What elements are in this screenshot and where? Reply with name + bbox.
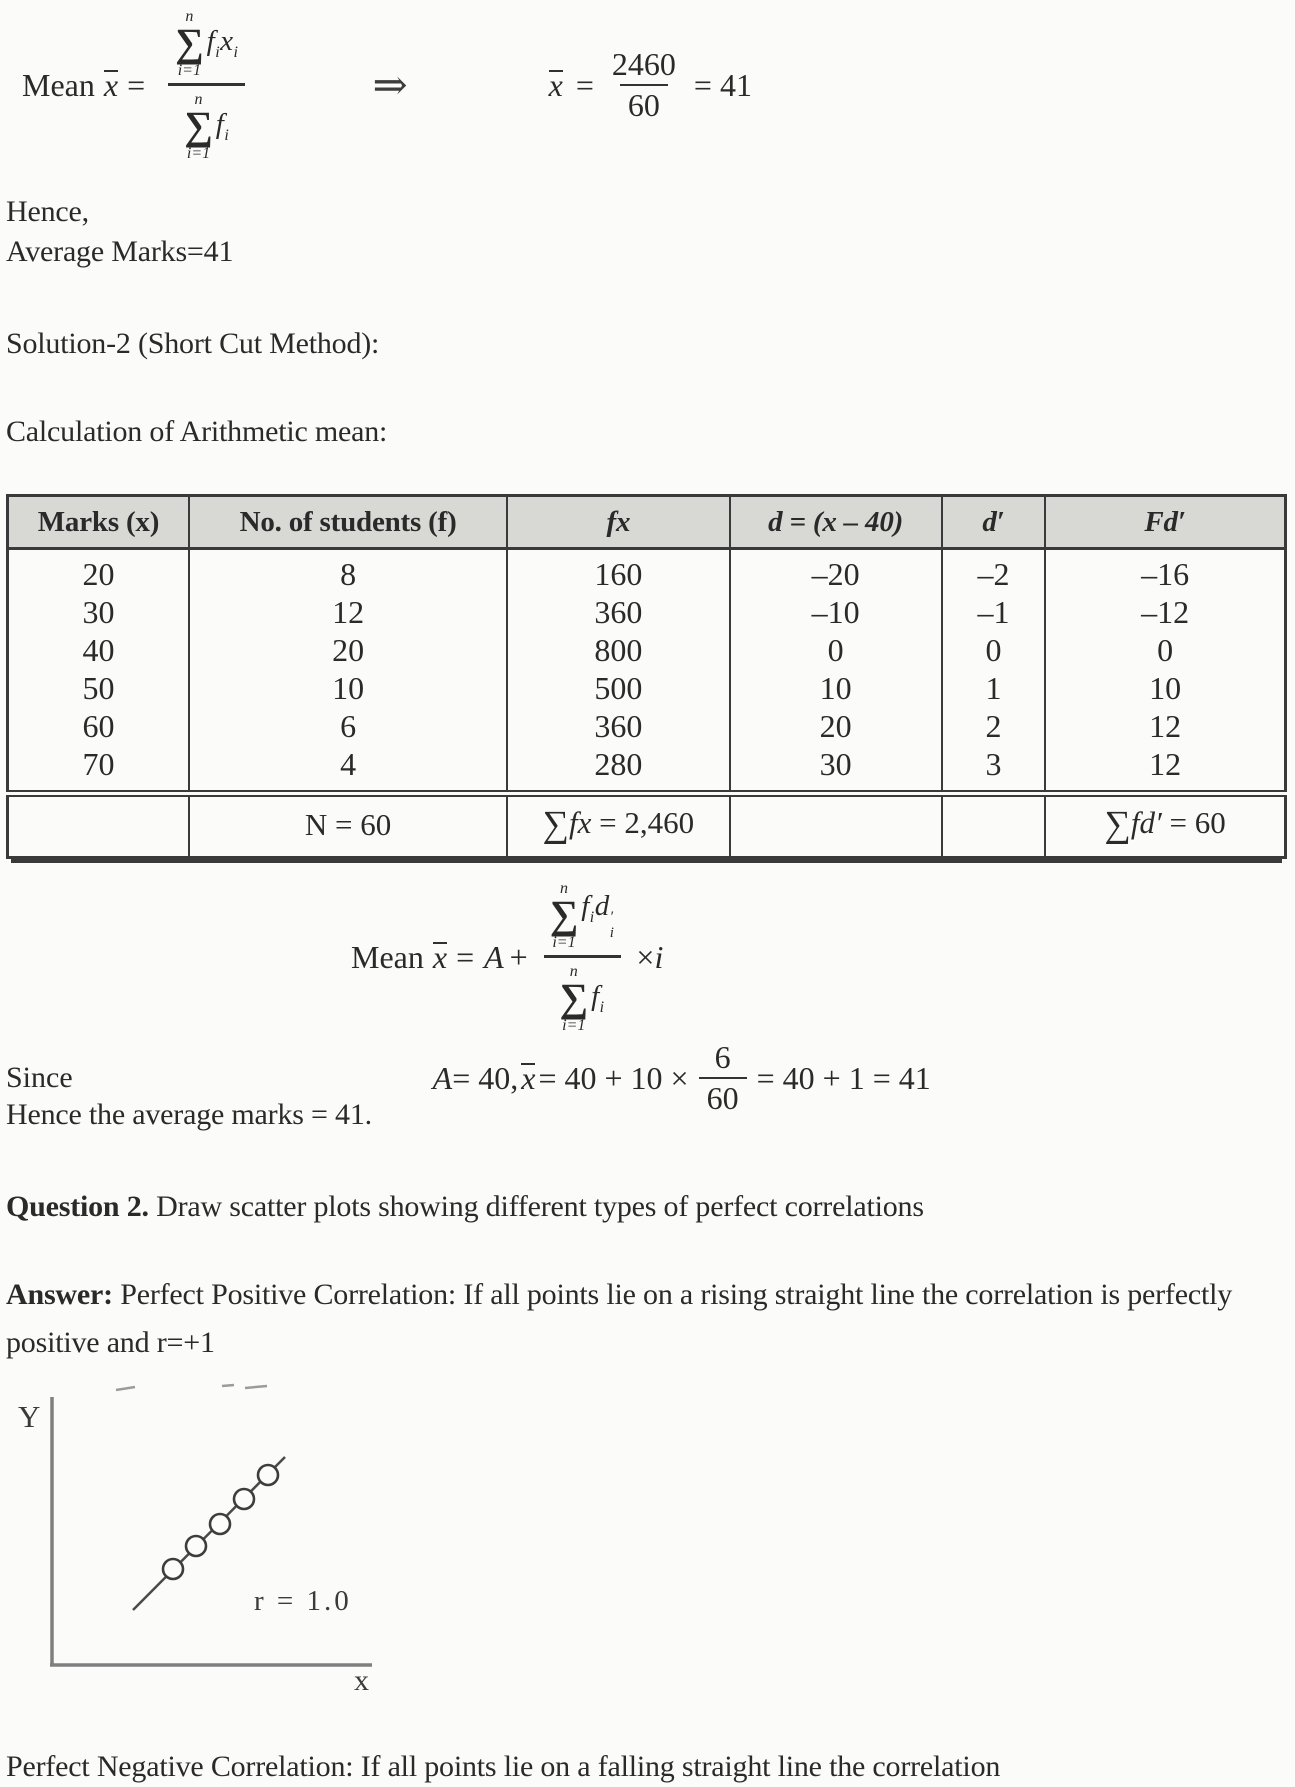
fraction-numerator: n ∑ i=1 $f_ix_i$: [175, 7, 239, 79]
table-cell: 20: [730, 707, 942, 745]
table-cell: 360: [507, 707, 729, 745]
assumed-mean-A: A: [432, 1059, 453, 1096]
x-bar-symbol: x: [546, 67, 566, 104]
col-header-fdprime: Fd′: [1045, 496, 1285, 549]
table-footer: [8, 794, 1286, 858]
equals-sign: =: [127, 66, 146, 103]
table-row: [8, 669, 1286, 707]
footer-empty: [8, 794, 189, 858]
summation-symbol: n ∑ i=1: [559, 962, 589, 1034]
table-cell: 4: [189, 745, 507, 794]
scatter-point: [186, 1536, 206, 1556]
negative-correlation-line: Perfect Negative Correlation: If all points lie on a falling straight line the correlation: [6, 1750, 1001, 1784]
scatter-figure: [6, 1383, 1287, 1695]
value-fraction: $\frac{6}{60}$: [699, 1041, 747, 1115]
answer-label: Answer:: [6, 1278, 113, 1312]
scatter-point: [210, 1514, 230, 1534]
table-cell: 10: [1045, 669, 1285, 707]
table-cell: 30: [8, 593, 189, 631]
class-interval-i: i: [654, 938, 664, 975]
table-row: [8, 593, 1286, 631]
table-row: [8, 549, 1286, 594]
sum-fraction: [534, 880, 631, 1035]
equals-sign: =: [456, 938, 475, 975]
result-value: = 41: [693, 66, 752, 103]
col-header-marks: Marks (x): [8, 496, 189, 549]
table-cell: –16: [1045, 549, 1285, 594]
table-cell: 60: [8, 707, 189, 745]
table-cell: 0: [730, 631, 942, 669]
table-cell: 50: [8, 669, 189, 707]
hence-average-line: Hence the average marks = 41.: [6, 1098, 372, 1132]
average-marks-line: Average Marks=41: [6, 235, 234, 268]
col-header-fx: fx: [507, 496, 729, 549]
assumed-mean-A: A: [484, 938, 504, 975]
fraction-denominator: n ∑ i=1 $f_i$: [168, 83, 245, 163]
shortcut-mean-formula: [6, 873, 1287, 1041]
table-cell: –2: [942, 549, 1046, 594]
table-cell: 20: [8, 549, 189, 594]
table-cell: 500: [507, 669, 729, 707]
implies-arrow: ⇒: [372, 63, 408, 109]
scan-artifact-dash: [222, 1385, 234, 1386]
sum-fraction: [159, 8, 254, 163]
summation-symbol: n ∑ i=1: [184, 90, 213, 162]
fraction-numerator: n ∑ i=1 $f_id$ ′ i: [549, 879, 615, 951]
mean-label: Mean: [351, 938, 424, 975]
question-2: [6, 1187, 1287, 1227]
table-cell: 800: [507, 631, 729, 669]
footer-sum-fd: ∑fd′ = 60: [1045, 794, 1285, 858]
table-cell: 10: [189, 669, 507, 707]
plus-sign: +: [509, 938, 528, 975]
scatter-point: [258, 1465, 278, 1485]
times-sign: ×: [636, 938, 655, 975]
mean-formula-definition: [6, 0, 1287, 170]
x-bar-symbol: x: [101, 67, 121, 104]
col-header-students: No. of students (f): [189, 496, 507, 549]
table-row: [8, 631, 1286, 669]
table-cell: 160: [507, 549, 729, 594]
table-cell: –20: [730, 549, 942, 594]
question-label: Question 2.: [6, 1190, 149, 1224]
table-cell: 1: [942, 669, 1046, 707]
arithmetic-mean-table: [6, 494, 1287, 859]
table-cell: 30: [730, 745, 942, 794]
x-axis-label: x: [354, 1664, 369, 1696]
table-cell: –10: [730, 593, 942, 631]
col-header-dprime: d′: [942, 496, 1046, 549]
table-cell: 12: [1045, 745, 1285, 794]
answer-text: Perfect Positive Correlation: If all points lie on a rising straight line the correlation is perfectly positive and r=+1: [6, 1278, 1233, 1360]
table-cell: 0: [942, 631, 1046, 669]
scan-artifact-dash: [116, 1387, 135, 1390]
footer-empty: [942, 794, 1046, 858]
table-cell: –1: [942, 593, 1046, 631]
table-row: [8, 745, 1286, 794]
table-row: [8, 707, 1286, 745]
value-fraction: $\frac{2460}{60}$: [611, 45, 676, 123]
table-cell: 12: [189, 593, 507, 631]
fraction-denominator: n ∑ i=1 $f_i$: [544, 955, 621, 1035]
table-cell: 280: [507, 745, 729, 794]
scatter-point: [234, 1489, 254, 1509]
summation-symbol: n ∑ i=1: [549, 879, 579, 951]
table-cell: 0: [1045, 631, 1285, 669]
col-header-d: d = (x – 40): [730, 496, 942, 549]
y-axis-label: Y: [18, 1399, 41, 1435]
calculation-subheading: Calculation of Arithmetic mean:: [6, 415, 388, 448]
summation-symbol: n ∑ i=1: [175, 7, 204, 79]
solution2-heading: Solution-2 (Short Cut Method):: [6, 327, 380, 360]
equals-sign: =: [575, 66, 594, 103]
since-label: Since: [6, 1061, 73, 1095]
table-cell: –12: [1045, 593, 1285, 631]
table-cell: 40: [8, 631, 189, 669]
x-bar-symbol: x: [430, 939, 450, 976]
since-equation: A = 40, x = 40 + 10 × $\frac{6}{60}$ = 40 + 1 = 41: [432, 1039, 931, 1116]
table-cell: 70: [8, 745, 189, 794]
correlation-r-label: r = 1.0: [254, 1585, 352, 1618]
table-cell: 8: [189, 549, 507, 594]
table-cell: 10: [730, 669, 942, 707]
table-cell: 12: [1045, 707, 1285, 745]
table-cell: 20: [189, 631, 507, 669]
footer-empty: [730, 794, 942, 858]
result-value: = 40 + 1 = 41: [756, 1059, 931, 1096]
table-cell: 6: [189, 707, 507, 745]
scatter-point: [163, 1559, 183, 1579]
scan-artifact-dash: [245, 1386, 267, 1388]
x-bar-symbol: x: [518, 1060, 538, 1097]
answer-paragraph: [6, 1271, 1246, 1367]
scatter-plot: [6, 1383, 406, 1695]
question-text: Draw scatter plots showing different types of perfect correlations: [156, 1190, 924, 1224]
table-cell: 2: [942, 707, 1046, 745]
footer-sum-fx: ∑fx = 2,460: [507, 794, 729, 858]
hence-line: Hence,: [6, 195, 89, 228]
table-header: [8, 496, 1286, 549]
footer-n-total: N = 60: [189, 794, 507, 858]
table-cell: 3: [942, 745, 1046, 794]
marks-table-body: [8, 549, 1286, 794]
scatter-points: [163, 1465, 278, 1579]
mean-value-equation: [546, 45, 752, 123]
mean-label: Mean: [22, 66, 95, 103]
table-cell: 360: [507, 593, 729, 631]
